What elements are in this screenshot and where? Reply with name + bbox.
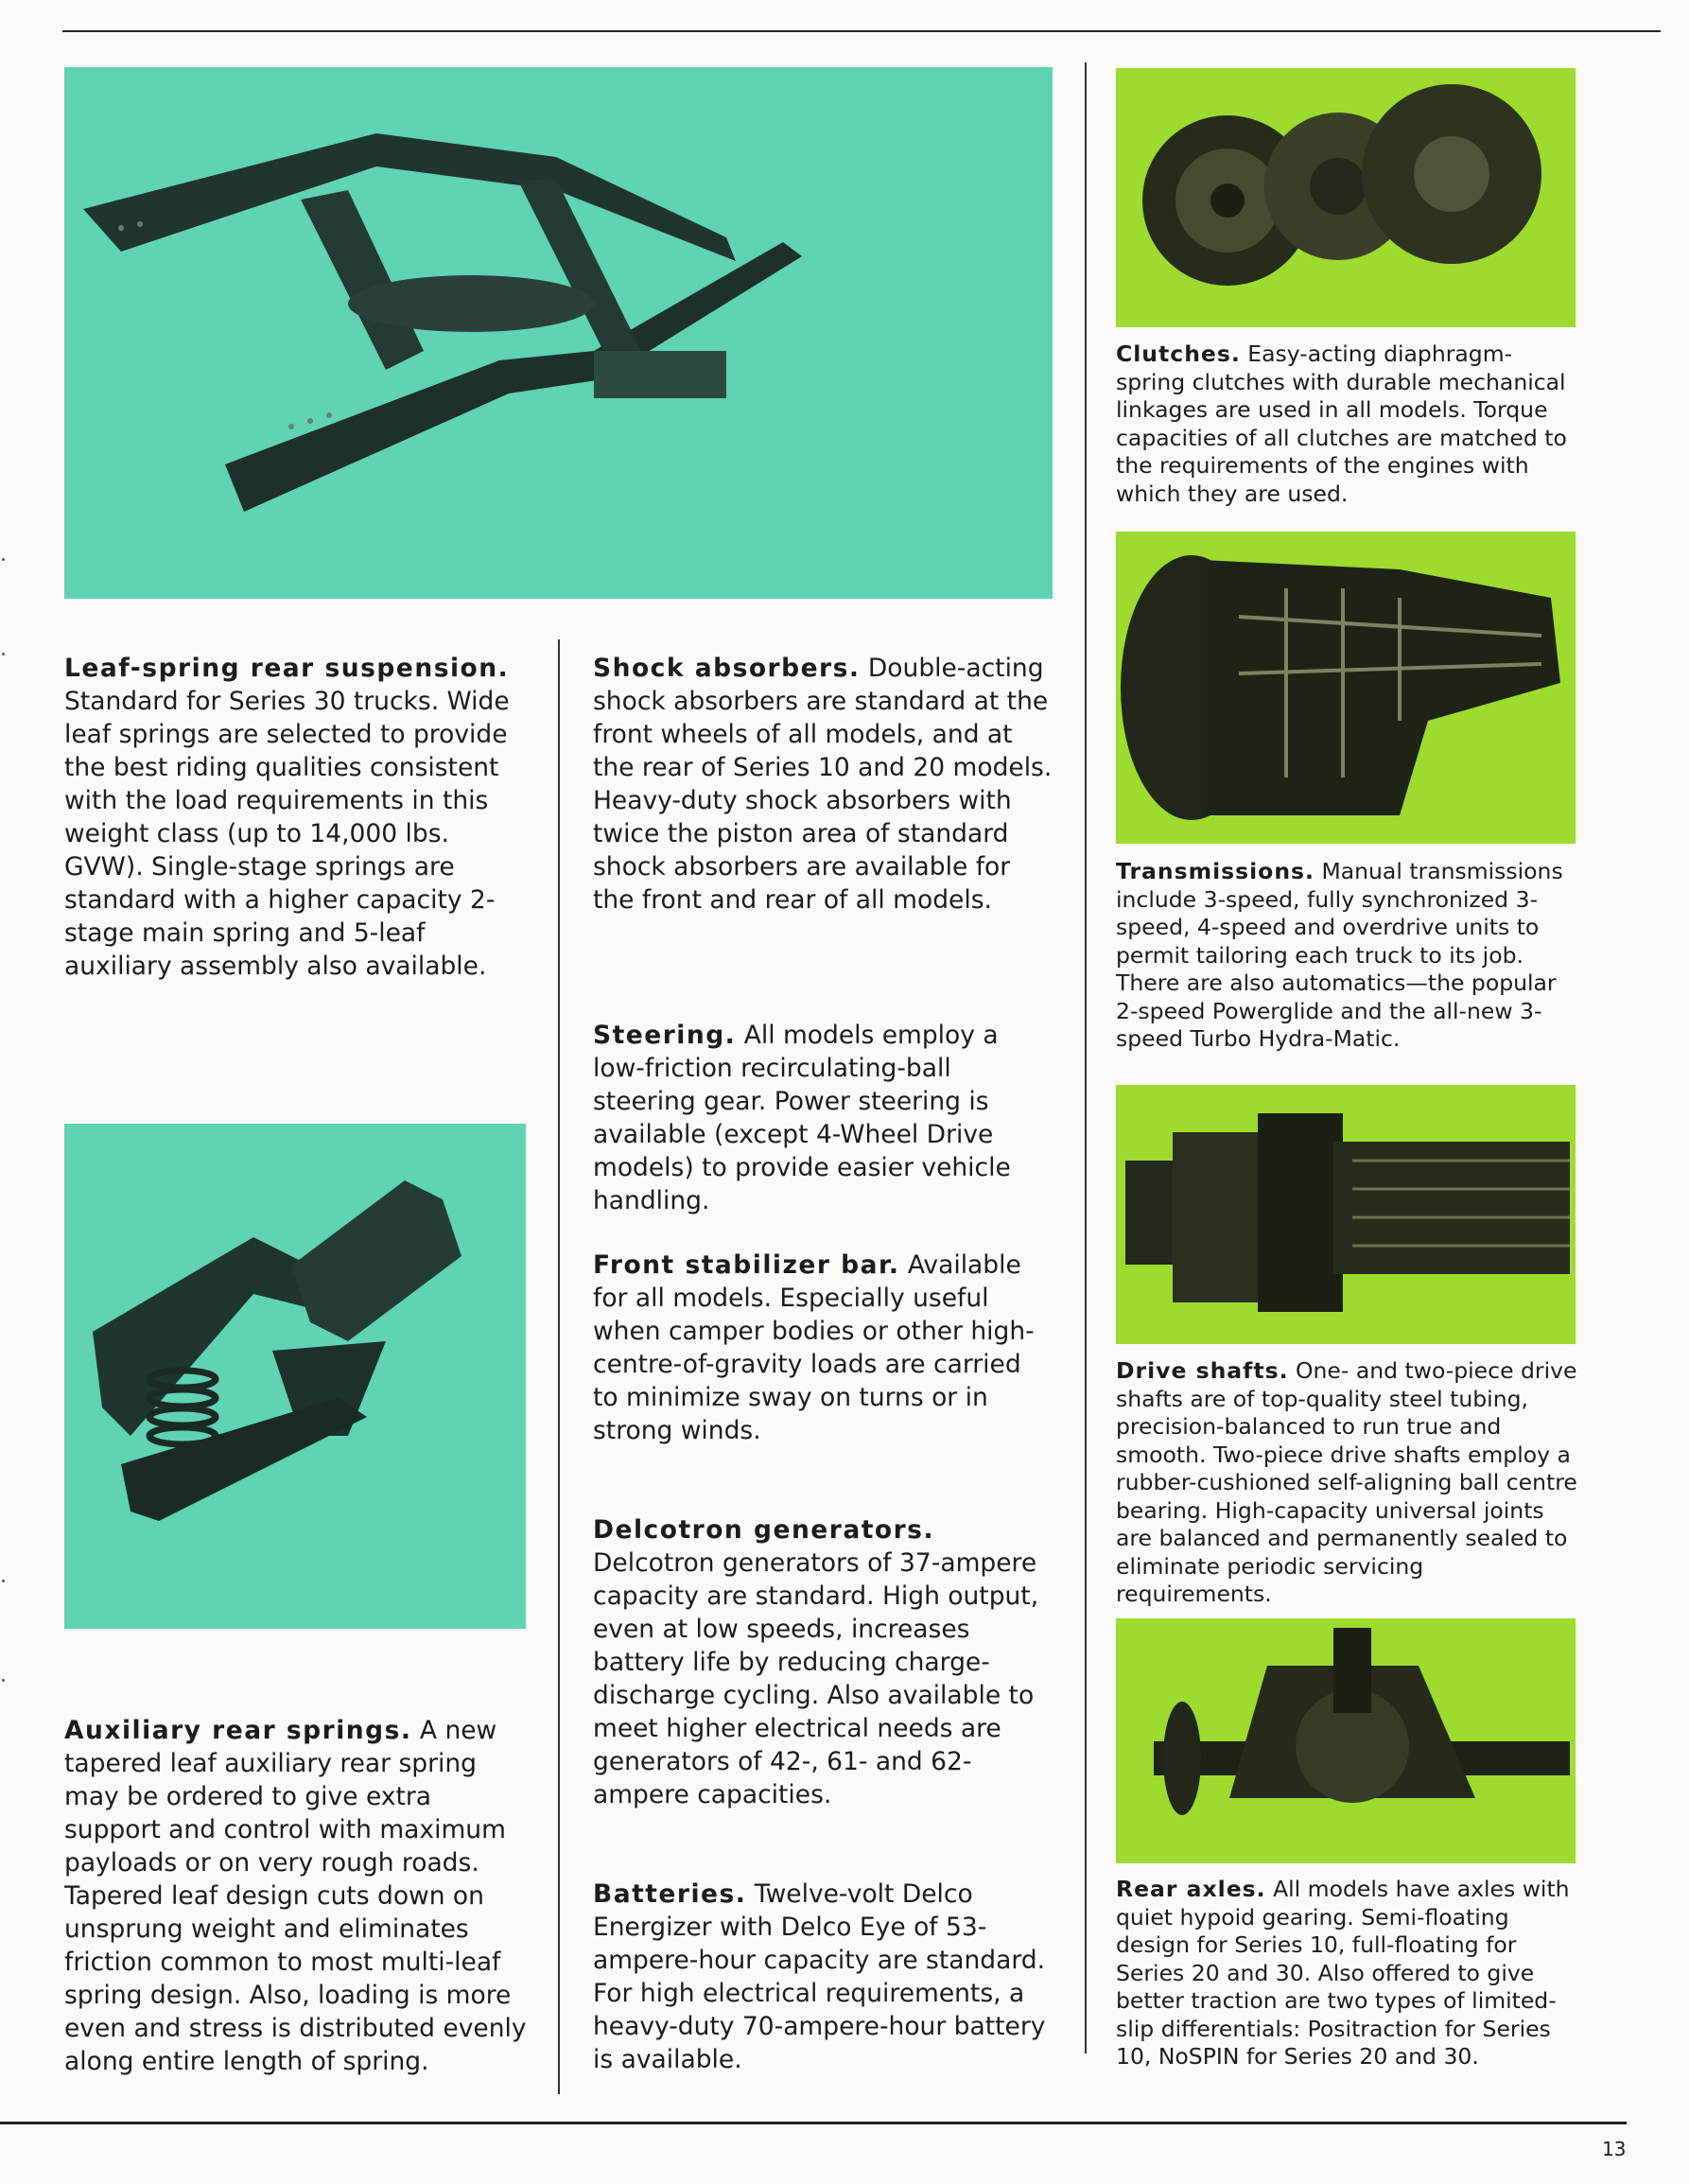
column-divider-left: [558, 639, 560, 2094]
rear-axle-photo: [1116, 1618, 1576, 1863]
top-rule: [62, 30, 1661, 32]
stabilizer-body: Available for all models. Especially useful when camper bodies or other high-centre-of-gravity loads are carried to minimize sway on turns or in strong winds.: [593, 1250, 1035, 1445]
auxiliary-spring-photo: [64, 1124, 526, 1629]
page-number: 13: [1602, 2138, 1627, 2160]
batteries-section: [593, 1878, 1053, 2076]
transmission-photo: [1116, 532, 1576, 844]
auxiliary-springs-section: [64, 1714, 527, 2078]
clutches-heading: Clutches.: [1116, 341, 1241, 367]
drive-shafts-heading: Drive shafts.: [1116, 1357, 1289, 1384]
margin-mark: [2, 653, 5, 655]
rear-axles-body: All models have axles with quiet hypoid gearing. Semi-floating design for Series 10, full-floating for Series 20 and 30. Also offered to give better traction are two types of limited-slip differentials: Positraction for Series 10, NoSPIN for Series 20 and 30.: [1116, 1876, 1570, 2070]
shock-absorbers-heading: Shock absorbers.: [593, 654, 861, 683]
drive-shafts-body: One- and two-piece drive shafts are of top-quality steel tubing, precision-balanced to run true and smooth. Two-piece drive shafts employ a rubber-cushioned self-aligning ball centre bearing. High-capacity universal joints are balanced and permanently sealed to eliminate periodic servicing requirements.: [1116, 1357, 1577, 1607]
transmissions-section: [1116, 858, 1579, 1054]
delcotron-body: Delcotron generators of 37-ampere capacity are standard. High output, even at low speeds, increases battery life by reducing charge-discharge cycling. Also available to meet higher electrical needs are generators of 42-, 61- and 62-ampere capacities.: [593, 1548, 1039, 1809]
clutches-section: [1116, 341, 1579, 508]
steering-heading: Steering.: [593, 1021, 737, 1050]
margin-mark: [2, 1580, 5, 1582]
transmissions-heading: Transmissions.: [1116, 858, 1315, 884]
auxiliary-springs-heading: Auxiliary rear springs.: [64, 1716, 412, 1745]
drive-shafts-section: [1116, 1357, 1579, 1609]
shock-absorbers-section: [593, 652, 1053, 917]
batteries-body: Twelve-volt Delco Energizer with Delco Eye of 53-ampere-hour capacity are standard. For high electrical requirements, a heavy-duty 70-ampere-hour battery is available.: [593, 1879, 1046, 2074]
leaf-spring-section: [64, 652, 527, 983]
clutches-body: Easy-acting diaphragm-spring clutches with durable mechanical linkages are used in all models. Torque capacities of all clutches are matched to the requirements of the engines with which they are used.: [1116, 341, 1567, 507]
column-divider-right: [1085, 62, 1087, 2053]
steering-body: All models employ a low-friction recirculating-ball steering gear. Power steering is available (except 4-Wheel Drive models) to provide easier vehicle handling.: [593, 1021, 1011, 1215]
stabilizer-heading: Front stabilizer bar.: [593, 1250, 900, 1280]
bottom-rule: [0, 2122, 1627, 2124]
clutch-photo: [1116, 68, 1576, 327]
delcotron-section: [593, 1513, 1053, 1811]
auxiliary-springs-body: A new tapered leaf auxiliary rear spring may be ordered to give extra support and control with maximum payloads or on very rough roads. Tapered leaf design cuts down on unsprung weight and eliminates friction common to most multi-leaf spring design. Also, loading is more even and stress is distributed evenly along entire length of spring.: [64, 1716, 527, 2076]
delcotron-heading: Delcotron generators.: [593, 1515, 935, 1545]
leaf-spring-body: Standard for Series 30 trucks. Wide leaf springs are selected to provide the best riding qualities consistent with the load requirements in this weight class (up to 14,000 lbs. GVW). Single-stage springs are standard with a higher capacity 2-stage main spring and 5-leaf auxiliary assembly also available.: [64, 687, 510, 981]
shock-absorbers-body: Double-acting shock absorbers are standard at the front wheels of all models, and at the rear of Series 10 and 20 models. Heavy-duty shock absorbers with twice the piston area of standard shock absorbers are available for the front and rear of all models.: [593, 654, 1053, 915]
transmissions-body: Manual transmissions include 3-speed, fully synchronized 3-speed, 4-speed and overdrive units to permit tailoring each truck to its job. There are also automatics—the popular 2-speed Powerglide and the all-new 3-speed Turbo Hydra-Matic.: [1116, 858, 1563, 1052]
stabilizer-section: [593, 1249, 1053, 1447]
batteries-heading: Batteries.: [593, 1879, 747, 1909]
rear-axles-heading: Rear axles.: [1116, 1876, 1266, 1902]
margin-mark: [2, 1679, 5, 1682]
chassis-frame-photo: [64, 67, 1053, 599]
rear-axles-section: [1116, 1876, 1579, 2071]
drive-shaft-photo: [1116, 1085, 1576, 1344]
leaf-spring-heading: Leaf-spring rear suspension.: [64, 654, 510, 683]
margin-mark: [2, 558, 5, 561]
steering-section: [593, 1019, 1053, 1217]
